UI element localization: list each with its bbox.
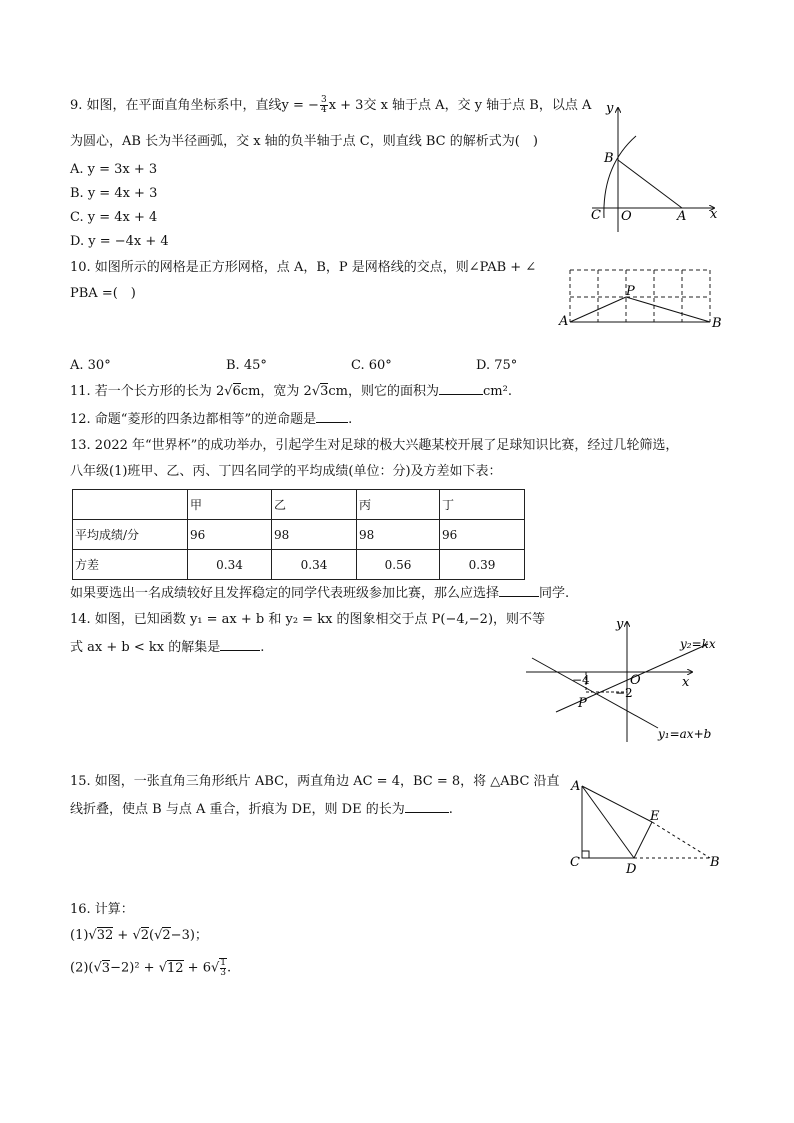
q9-option-d: D. y = −4x + 4 <box>70 234 169 249</box>
table-cell: 98 <box>272 520 357 550</box>
label-y1: y₁=ax+b <box>658 727 712 741</box>
fold-de <box>634 822 652 858</box>
q10-option-a: A. 30° <box>70 358 111 373</box>
q11-answer-blank[interactable] <box>439 394 483 395</box>
q15-line2: 线折叠，使点 B 与点 A 重合，折痕为 DE，则 DE 的长为 . <box>70 802 453 817</box>
table-row <box>73 550 525 580</box>
side-eb-dashed <box>652 822 710 858</box>
q11-text: 11. 若一个长方形的长为 2√6cm，宽为 2√3cm，则它的面积为 cm². <box>70 384 512 399</box>
table-header-cell <box>73 490 188 520</box>
q12-text: 12. 命题“菱形的四条边都相等”的逆命题是 . <box>70 412 353 427</box>
q13-line3: 如果要选出一名成绩较好且发挥稳定的同学代表班级参加比赛，那么应选择 同学. <box>70 586 570 601</box>
segment-ab <box>618 160 682 208</box>
q9-fraction: $\frac{3}{4}$ <box>320 95 327 115</box>
table-header-cell: 丙 <box>357 490 440 520</box>
table-header-cell: 丁 <box>440 490 525 520</box>
label-x: x <box>682 675 690 690</box>
square-grid <box>570 270 710 322</box>
table-header-row <box>73 490 525 520</box>
q9-option-a: A. y = 3x + 3 <box>70 162 158 177</box>
table-cell: 0.39 <box>440 550 525 580</box>
label-y: y <box>616 617 624 632</box>
q14-figure <box>520 616 730 746</box>
label-b: B <box>710 855 720 870</box>
q16-fraction: $\frac{1}{3}$ <box>220 958 226 978</box>
label-a: A <box>559 314 569 329</box>
q16-part2: (2)(√3−2)² + √12 + 6√ $\frac{1}{3}$ . <box>70 958 232 978</box>
label-a: A <box>677 209 687 224</box>
line-y1-ax-b <box>532 658 658 728</box>
label-y: y <box>606 101 614 116</box>
q10-option-c: C. 60° <box>351 358 392 373</box>
side-ae <box>582 786 652 822</box>
label-a: A <box>571 779 581 794</box>
q16-part1: (1)√32 + √2(√2−3)； <box>70 928 208 943</box>
q9-option-c: C. y = 4x + 4 <box>70 210 158 225</box>
q13-line2: 八年级(1)班甲、乙、丙、丁四名同学的平均成绩(单位：分)及方差如下表： <box>70 464 502 479</box>
table-cell: 方差 <box>73 550 188 580</box>
label-e: E <box>650 809 660 824</box>
table-header-cell: 甲 <box>188 490 272 520</box>
q13-answer-blank[interactable] <box>499 596 539 597</box>
label-p: P <box>578 696 587 711</box>
q10-grid-figure <box>556 264 726 334</box>
q14-line2: 式 ax + b < kx 的解集是 . <box>70 640 265 655</box>
q16-title: 16. 计算： <box>70 902 134 917</box>
label-c: C <box>570 855 580 870</box>
q9-figure <box>584 96 724 236</box>
table-cell: 0.34 <box>188 550 272 580</box>
table-cell: 96 <box>188 520 272 550</box>
table-row <box>73 520 525 550</box>
q9-line2: 为圆心，AB 长为半径画弧，交 x 轴的负半轴于点 C，则直线 BC 的解析式为( ) <box>70 134 538 149</box>
table-cell: 0.34 <box>272 550 357 580</box>
q10-option-d: D. 75° <box>476 358 518 373</box>
label-x: x <box>710 207 718 222</box>
label-p: P <box>626 284 635 299</box>
table-cell: 平均成绩/分 <box>73 520 188 550</box>
q14-answer-blank[interactable] <box>220 650 260 651</box>
q15-figure <box>566 776 726 876</box>
arc-bc <box>604 136 636 218</box>
table-cell: 96 <box>440 520 525 550</box>
label-minus-4: −4 <box>572 673 590 687</box>
right-angle-mark <box>582 851 589 858</box>
q13-line1: 13. 2022 年“世界杯”的成功举办，引起学生对足球的极大兴趣某校开展了足球知识比赛，经过几轮筛选， <box>70 438 679 453</box>
q9-option-b: B. y = 4x + 3 <box>70 186 158 201</box>
q10-option-b: B. 45° <box>226 358 267 373</box>
side-ad <box>582 786 634 858</box>
table-cell: 98 <box>357 520 440 550</box>
q15-answer-blank[interactable] <box>405 812 449 813</box>
q9-line1: 9. 如图，在平面直角坐标系中，直线y = − $\frac{3}{4}$ x + 3交 x 轴于点 A，交 y 轴于点 B，以点 A <box>70 95 592 115</box>
q10-line2: PBA =( ) <box>70 286 136 301</box>
label-c: C <box>591 208 601 223</box>
label-b: B <box>712 316 722 331</box>
table-cell: 0.56 <box>357 550 440 580</box>
table-header-cell: 乙 <box>272 490 357 520</box>
q13-score-table <box>72 489 525 580</box>
q12-answer-blank[interactable] <box>316 422 348 423</box>
label-y2: y₂=kx <box>680 637 716 651</box>
q15-line1: 15. 如图，一张直角三角形纸片 ABC，两直角边 AC = 4，BC = 8，将 △ABC 沿直 <box>70 774 560 789</box>
label-b: B <box>604 151 614 166</box>
label-minus-2: −2 <box>615 686 633 700</box>
label-d: D <box>626 862 637 876</box>
label-o: O <box>630 673 641 688</box>
q10-line1: 10. 如图所示的网格是正方形网格，点 A，B，P 是网格线的交点，则∠PAB + ∠ <box>70 260 537 275</box>
q14-line1: 14. 如图，已知函数 y₁ = ax + b 和 y₂ = kx 的图象相交于点 P(−4,−2)，则不等 <box>70 612 546 627</box>
label-o: O <box>621 209 632 224</box>
segment-pb <box>626 297 710 322</box>
